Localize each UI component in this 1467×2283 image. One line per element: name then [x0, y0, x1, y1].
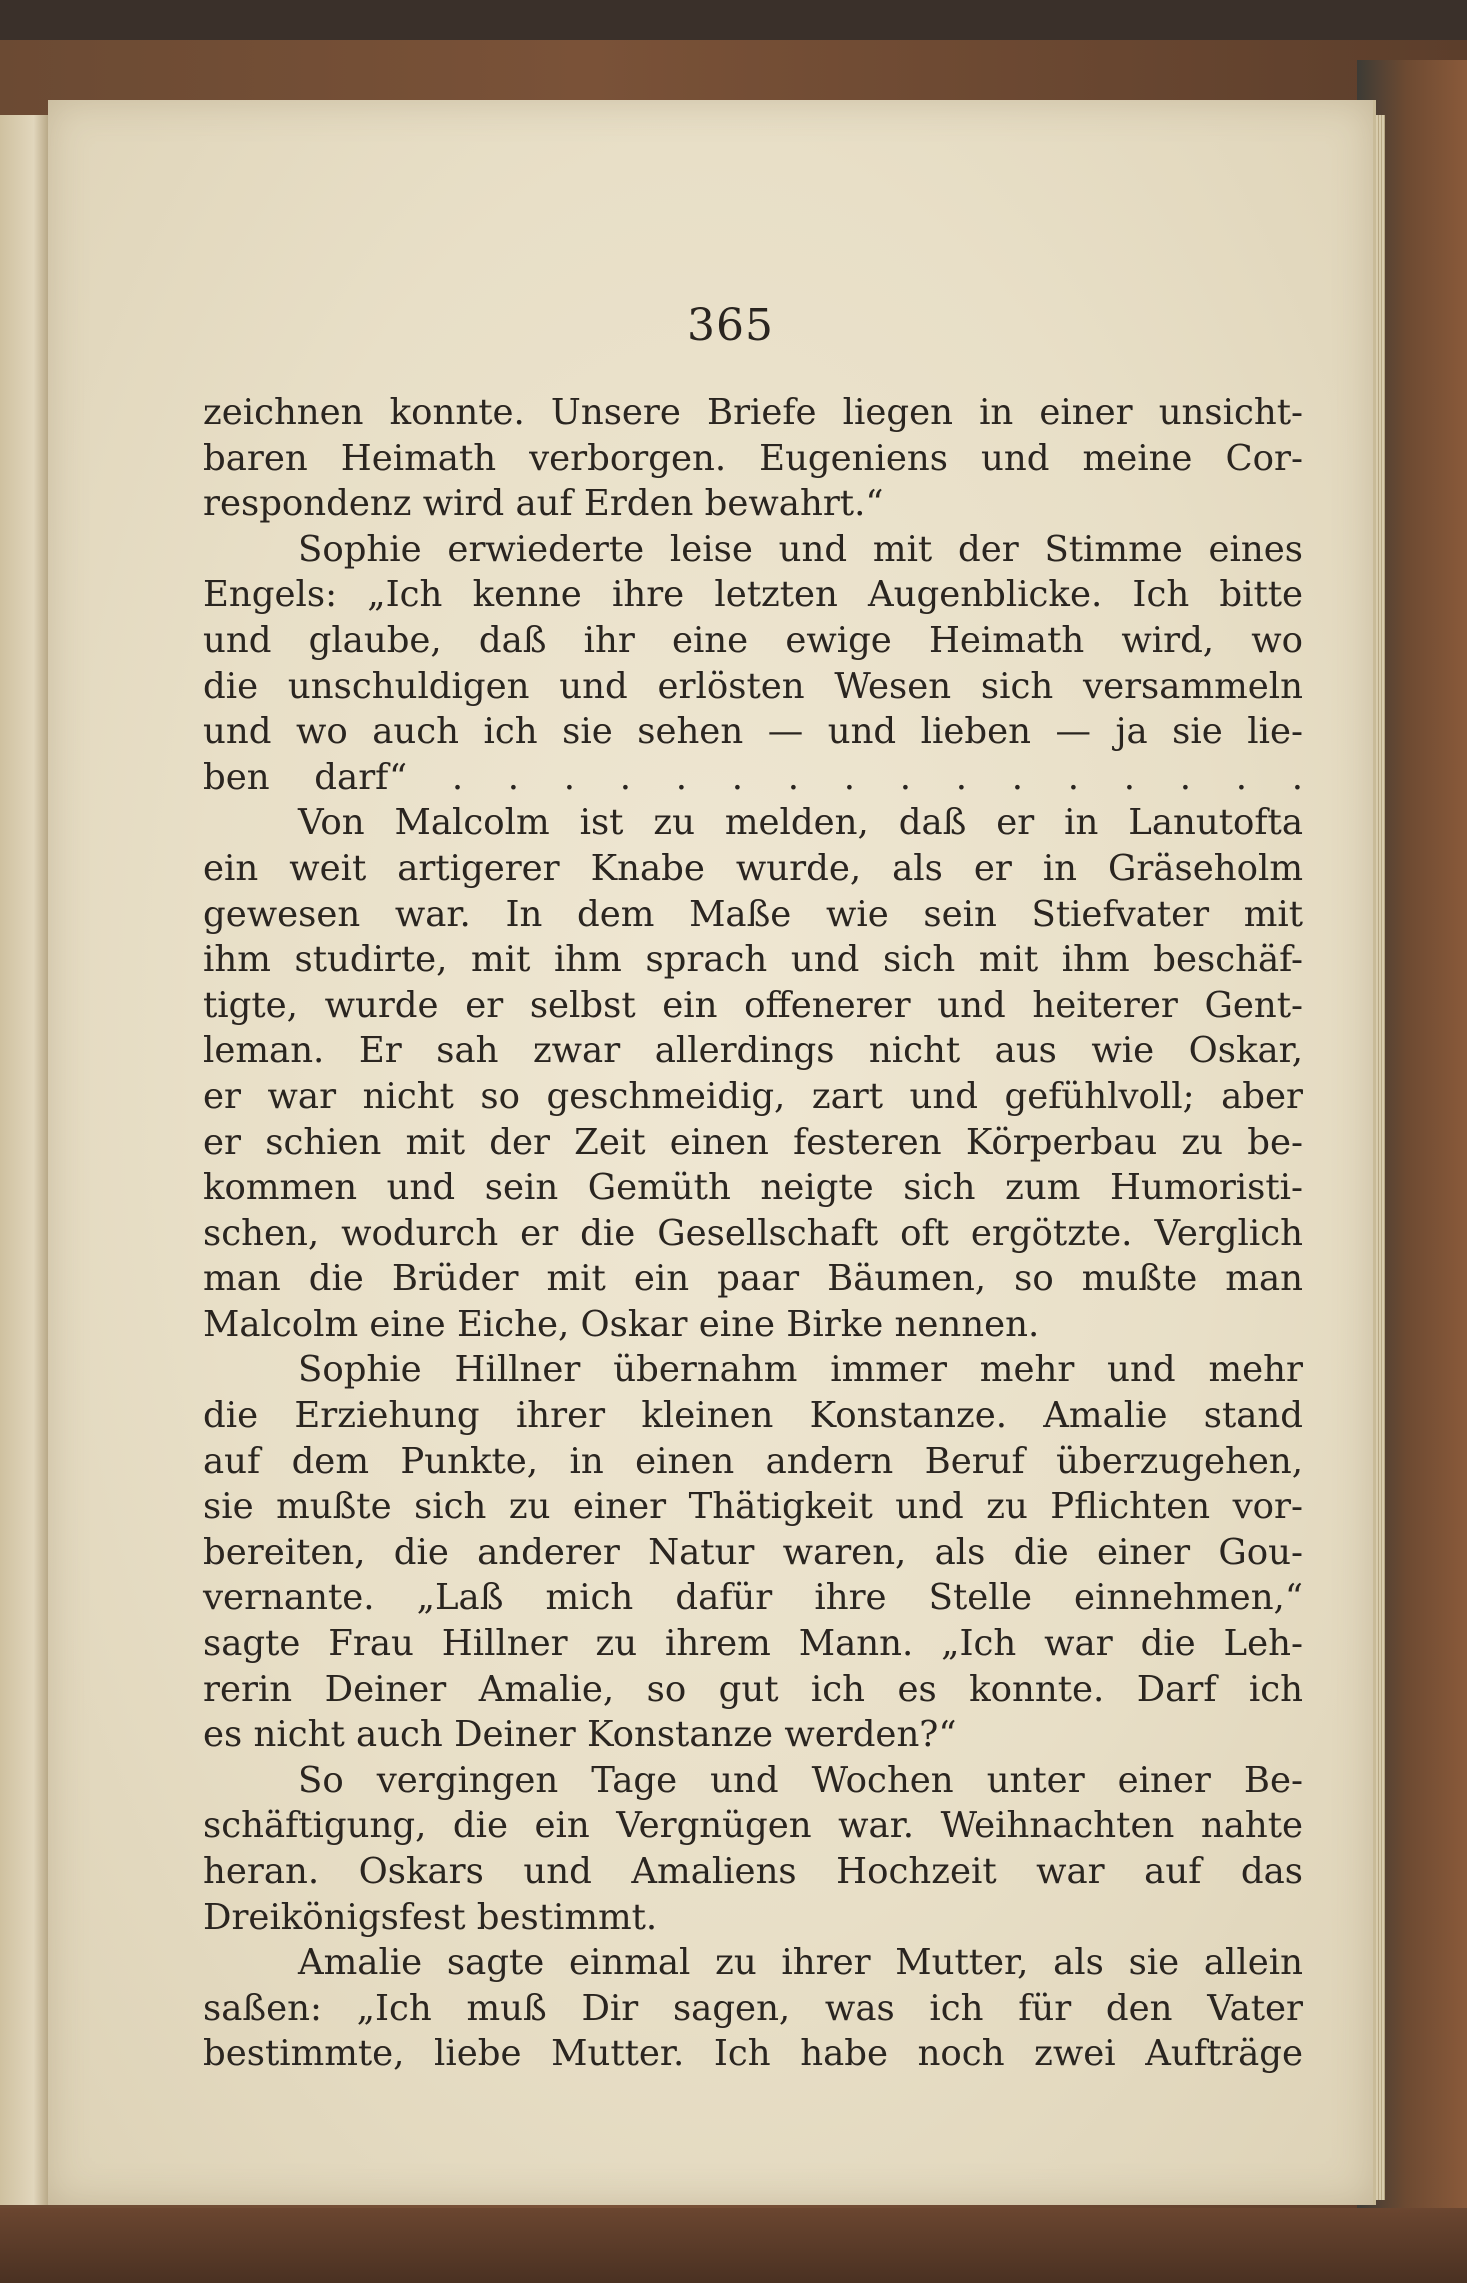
text-line: Engels: „Ich kenne ihre letzten Augenblicke. Ich bitte — [203, 574, 1303, 616]
text-line: man die Brüder mit ein paar Bäumen, so mußte man — [203, 1258, 1303, 1300]
text-line: schäftigung, die ein Vergnügen war. Weihnachten nahte — [203, 1805, 1303, 1847]
text-line: sagte Frau Hillner zu ihrem Mann. „Ich war die Leh- — [203, 1623, 1303, 1665]
text-line: Sophie erwiederte leise und mit der Stimme eines — [298, 528, 1303, 570]
text-line: saßen: „Ich muß Dir sagen, was ich für den Vater — [203, 1987, 1303, 2029]
text-line: schen, wodurch er die Gesellschaft oft ergötzte. Verglich — [203, 1212, 1303, 1254]
text-line: auf dem Punkte, in einen andern Beruf überzugehen, — [203, 1440, 1303, 1482]
text-line: kommen und sein Gemüth neigte sich zum Humoristi- — [203, 1167, 1303, 1209]
text-line: So vergingen Tage und Wochen unter einer Be- — [298, 1759, 1303, 1801]
book-page — [48, 100, 1376, 2205]
text-line: zeichnen konnte. Unsere Briefe liegen in einer unsicht- — [203, 392, 1303, 433]
text-line: er war nicht so geschmeidig, zart und gefühlvoll; aber — [203, 1075, 1303, 1117]
text-line: respondenz wird auf Erden bewahrt.“ — [203, 483, 884, 525]
facing-page-edge — [0, 115, 50, 2205]
text-line: vernante. „Laß mich dafür ihre Stelle einnehmen,“ — [203, 1577, 1303, 1619]
text-line: und wo auch ich sie sehen — und lieben — ja sie lie- — [203, 711, 1303, 753]
text-line: sie mußte sich zu einer Thätigkeit und zu Pflichten vor- — [203, 1486, 1303, 1528]
text-line: rerin Deiner Amalie, so gut ich es konnte. Darf ich — [203, 1668, 1303, 1710]
text-line: die unschuldigen und erlösten Wesen sich versammeln — [203, 665, 1303, 707]
text-line: und glaube, daß ihr eine ewige Heimath wird, wo — [203, 619, 1303, 661]
text-line: ben darf“ . . . . . . . . . . . . . . . . — [203, 756, 1303, 798]
text-line: es nicht auch Deiner Konstanze werden?“ — [203, 1714, 957, 1756]
text-line: leman. Er sah zwar allerdings nicht aus wie Oskar, — [203, 1030, 1303, 1072]
text-line: bereiten, die anderer Natur waren, als die einer Gou- — [203, 1531, 1303, 1573]
text-line: die Erziehung ihrer kleinen Konstanze. Amalie stand — [203, 1395, 1303, 1437]
text-line: tigte, wurde er selbst ein offenerer und heiterer Gent- — [203, 984, 1303, 1026]
text-line: Amalie sagte einmal zu ihrer Mutter, als sie allein — [298, 1942, 1303, 1984]
text-line: ihm studirte, mit ihm sprach und sich mit ihm beschäf- — [203, 939, 1303, 981]
text-line: Dreikönigsfest bestimmt. — [203, 1896, 658, 1938]
text-line: ein weit artigerer Knabe wurde, als er in Gräseholm — [203, 847, 1303, 889]
text-line: gewesen war. In dem Maße wie sein Stiefvater mit — [203, 893, 1303, 935]
book-cover-bottom — [0, 2208, 1467, 2283]
text-line: Von Malcolm ist zu melden, daß er in Lanutofta — [298, 802, 1303, 844]
page-number: 365 — [687, 300, 774, 351]
text-line: baren Heimath verborgen. Eugeniens und meine Cor- — [203, 437, 1303, 479]
text-line: heran. Oskars und Amaliens Hochzeit war auf das — [203, 1851, 1303, 1892]
text-line: Malcolm eine Eiche, Oskar eine Birke nennen. — [203, 1303, 1040, 1345]
page-body-text — [203, 390, 1303, 2077]
text-line: Sophie Hillner übernahm immer mehr und mehr — [298, 1349, 1303, 1391]
text-line: bestimmte, liebe Mutter. Ich habe noch zwei Aufträge — [203, 2033, 1303, 2075]
text-line: er schien mit der Zeit einen festeren Körperbau zu be- — [203, 1121, 1303, 1163]
